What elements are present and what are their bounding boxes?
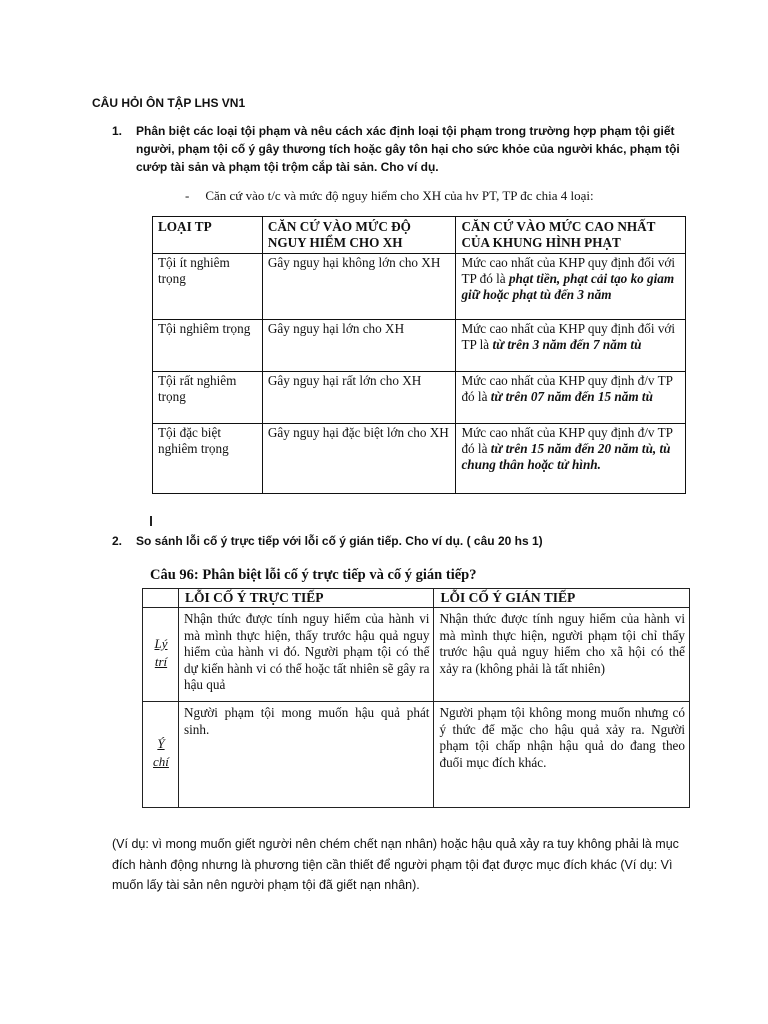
intent-comparison-table: [142, 588, 690, 808]
header-crime-type: LOẠI TP: [153, 217, 263, 254]
row-label-will: Ý chí: [143, 702, 179, 808]
header-empty: [143, 589, 179, 608]
direct-intent-cell: Nhận thức được tính nguy hiểm của hành vi mà mình thực hiện, thấy trước hậu quả nguy hiểm của hành vi đó. Người phạm tội có thể dự kiến hành vi có thể hoặc tất nhiên sẽ gây ra hậu quả: [178, 608, 434, 702]
danger-cell: Gây nguy hại lớn cho XH: [262, 320, 456, 372]
bullet-text: Căn cứ vào t/c và mức độ nguy hiểm cho XH của hv PT, TP đc chia 4 loại:: [205, 188, 594, 203]
penalty-cell: Mức cao nhất của KHP quy định đ/v TP đó là từ trên 15 năm đến 20 năm tù, tù chung thân hoặc tử hình.: [456, 424, 686, 494]
penalty-cell: Mức cao nhất của KHP quy định đ/v TP đó là từ trên 07 năm đến 15 năm tù: [456, 372, 686, 424]
header-direct-intent: LỖI CỐ Ý TRỰC TIẾP: [178, 589, 434, 608]
question-1: [112, 122, 692, 182]
crime-type-cell: Tội rất nghiêm trọng: [153, 372, 263, 424]
table-row: [153, 424, 686, 494]
crime-type-cell: Tội nghiêm trọng: [153, 320, 263, 372]
crime-classification-table: [152, 216, 686, 494]
row-label-reason: Lý trí: [143, 608, 179, 702]
table-row: [153, 372, 686, 424]
question-1-number: 1.: [112, 124, 123, 138]
crime-type-cell: Tội đặc biệt nghiêm trọng: [153, 424, 263, 494]
question-2-number: 2.: [112, 534, 123, 548]
table-row: [153, 320, 686, 372]
danger-cell: Gây nguy hại không lớn cho XH: [262, 254, 456, 320]
penalty-cell: Mức cao nhất của KHP quy định đối với TP đó là phạt tiền, phạt cải tạo ko giam giữ hoặc phạt tù đến 3 năm: [456, 254, 686, 320]
indirect-intent-cell: Nhận thức được tính nguy hiểm của hành vi mà mình thực hiện, người phạm tội chỉ thấy trước hậu quả nguy hiểm cho xã hội có thể xảy ra (không phải là tất nhiên): [434, 608, 690, 702]
indirect-intent-cell: Người phạm tội không mong muốn nhưng có ý thức để mặc cho hậu quả xảy ra. Người phạm tội chấp nhận hậu quả do đang theo đuổi mục đích khác.: [434, 702, 690, 808]
question-1-text: Phân biệt các loại tội phạm và nêu cách xác định loại tội phạm trong trường hợp phạm tội giết người, phạm tội cố ý gây thương tích hoặc gây tôn hại cho sức khỏe của người khác, phạm tội cướp tài sản và phạm tội trộm cắp tài sản. Cho ví dụ.: [136, 124, 680, 174]
example-paragraph: (Ví dụ: vì mong muốn giết người nên chém chết nạn nhân) hoặc hậu quả xảy ra tuy không phải là mục đích hành động nhưng là phương tiện cần thiết để người phạm tội đạt được mục đích khác (Ví dụ: Vì muốn lấy tài sản nên người phạm tội đã giết nạn nhân).: [112, 837, 679, 892]
bullet-dash: -: [185, 188, 190, 203]
header-indirect-intent: LỖI CỐ Ý GIÁN TIẾP: [434, 589, 690, 608]
header-danger-level: CĂN CỨ VÀO MỨC ĐỘ NGUY HIỂM CHO XH: [262, 217, 456, 254]
table-row: [143, 608, 690, 702]
table-row: [153, 254, 686, 320]
classification-bullet: [185, 188, 594, 204]
scan-edge-mark: [150, 516, 152, 526]
table-header-row: [153, 217, 686, 254]
document-title: CÂU HỎI ÔN TẬP LHS VN1: [92, 96, 246, 110]
header-penalty-frame: CĂN CỨ VÀO MỨC CAO NHẤT CỦA KHUNG HÌNH PHẠT: [456, 217, 686, 254]
danger-cell: Gây nguy hại đặc biệt lớn cho XH: [262, 424, 456, 494]
question-2-text: So sánh lỗi cố ý trực tiếp với lỗi cố ý gián tiếp. Cho ví dụ. ( câu 20 hs 1): [136, 534, 543, 548]
danger-cell: Gây nguy hại rất lớn cho XH: [262, 372, 456, 424]
penalty-cell: Mức cao nhất của KHP quy định đối với TP là từ trên 3 năm đến 7 năm tù: [456, 320, 686, 372]
question-2: [112, 532, 672, 552]
table-header-row: [143, 589, 690, 608]
direct-intent-cell: Người phạm tội mong muốn hậu quả phát sinh.: [178, 702, 434, 808]
table-row: [143, 702, 690, 808]
question-96-heading: Câu 96: Phân biệt lỗi cố ý trực tiếp và cố ý gián tiếp?: [150, 567, 477, 583]
crime-type-cell: Tội ít nghiêm trọng: [153, 254, 263, 320]
